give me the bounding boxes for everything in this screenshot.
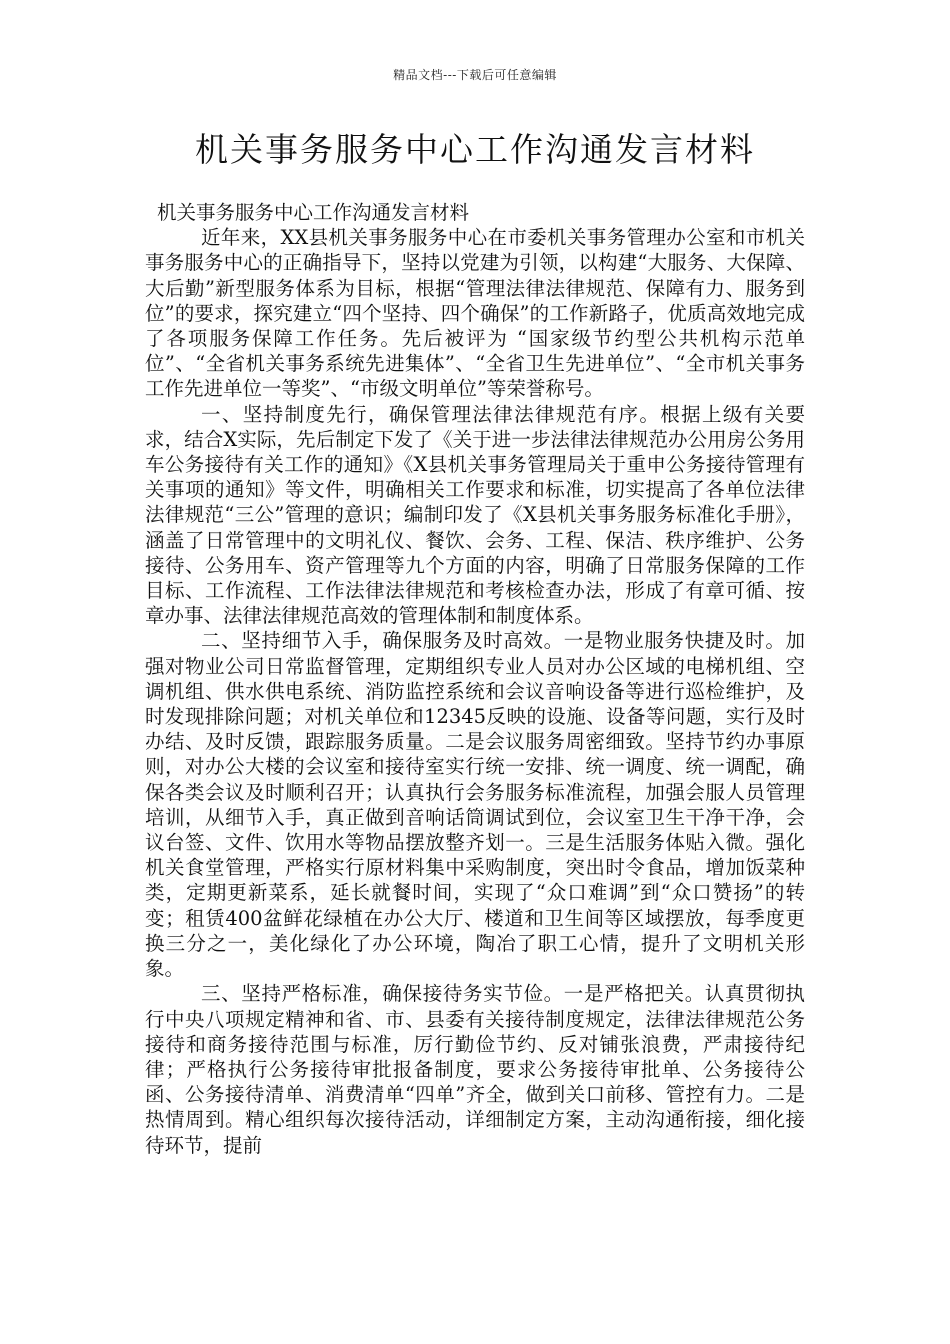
document-subtitle: 机关事务服务中心工作沟通发言材料 bbox=[157, 201, 470, 224]
document-title: 机关事务服务中心工作沟通发言材料 bbox=[195, 130, 755, 169]
paragraph-section-1: 一、坚持制度先行，确保管理法律法律规范有序。根据上级有关要求，结合X实际，先后制定下发了《关于进一步法律法律规范办公用房公务用车公务接待有关工作的通知》《X县机关事务管理局关于重申公务接待管理有关事项的通知》等文件，明确相关工作要求和标准，切实提高了各单位法律法律规范“三公”管理的意识；编制印发了《X县机关事务服务标准化手册》，涵盖了日常管理中的文明礼仪、餐饮、会务、工程、保洁、秩序维护、公务接待、公务用车、资产管理等九个方面的内容，明确了日常服务保障的工作目标、工作流程、工作法律法律规范和考核检查办法，形成了有章可循、按章办事、法律法律规范高效的管理体制和制度体系。 bbox=[145, 402, 805, 628]
paragraph-section-3: 三、坚持严格标准，确保接待务实节俭。一是严格把关。认真贯彻执行中央八项规定精神和省、市、县委有关接待制度规定，法律法律规范公务接待和商务接待范围与标准，厉行勤俭节约、反对铺张浪费，严肃接待纪律；严格执行公务接待审批报备制度，要求公务接待审批单、公务接待公函、公务接待清单、消费清单“四单”齐全，做到关口前移、管控有力。二是热情周到。精心组织每次接待活动，详细制定方案，主动沟通衔接，细化接待环节，提前 bbox=[145, 982, 805, 1157]
document-body bbox=[145, 200, 805, 1158]
page-header-note: 精品文档---下载后可任意编辑 bbox=[393, 68, 557, 82]
paragraph-intro: 近年来，XX县机关事务服务中心在市委机关事务管理办公室和市机关事务服务中心的正确指导下，坚持以党建为引领，以构建“大服务、大保障、大后勤”新型服务体系为目标，根据“管理法律法律规范、保障有力、服务到位”的要求，探究建立“四个坚持、四个确保”的工作新路子，优质高效地完成了各项服务保障工作任务。先后被评为 “国家级节约型公共机构示范单位”、“全省机关事务系统先进集体”、“全省卫生先进单位”、“全市机关事务工作先进单位一等奖”、“市级文明单位”等荣誉称号。 bbox=[145, 226, 805, 401]
paragraph-section-2: 二、坚持细节入手，确保服务及时高效。一是物业服务快捷及时。加强对物业公司日常监督管理，定期组织专业人员对办公区域的电梯机组、空调机组、供水供电系统、消防监控系统和会议音响设备等进行巡检维护，及时发现排除问题；对机关单位和12345反映的设施、设备等问题，实行及时办结、及时反馈，跟踪服务质量。二是会议服务周密细致。坚持节约办事原则，对办公大楼的会议室和接待室实行统一安排、统一调度、统一调配，确保各类会议及时顺利召开；认真执行会务服务标准流程，加强会服人员管理培训，从细节入手，真正做到音响话筒调试到位，会议室卫生干净干净，会议台签、文件、饮用水等物品摆放整齐划一。三是生活服务体贴入微。强化机关食堂管理，严格实行原材料集中采购制度，突出时令食品，增加饭菜种类，定期更新菜系，延长就餐时间，实现了“众口难调”到“众口赞扬”的转变；租赁400盆鲜花绿植在办公大厅、楼道和卫生间等区域摆放，每季度更换三分之一，美化绿化了办公环境，陶冶了职工心情，提升了文明机关形象。 bbox=[145, 629, 805, 981]
